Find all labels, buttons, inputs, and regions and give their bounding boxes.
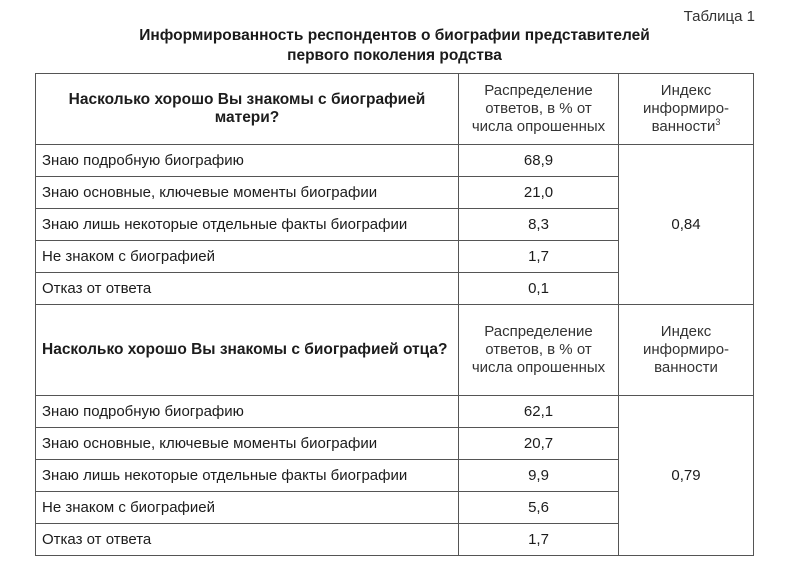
header-text-line: Индекс <box>660 82 712 99</box>
answer-percent: 5,6 <box>459 492 619 524</box>
table-row <box>36 396 754 428</box>
header-text: ванности <box>651 118 716 135</box>
header-text-line: Распределение <box>484 323 593 340</box>
table-title-line-2: первого поколения родства <box>287 47 502 64</box>
mother-question-header: Насколько хорошо Вы знакомы с биографией матери? <box>36 74 459 145</box>
answer-label: Отказ от ответа <box>36 273 459 305</box>
answer-percent: 9,9 <box>459 460 619 492</box>
mother-header-row <box>36 74 754 145</box>
answer-percent: 21,0 <box>459 177 619 209</box>
answer-label: Знаю основные, ключевые моменты биографии <box>36 177 459 209</box>
answer-percent: 8,3 <box>459 209 619 241</box>
answer-label: Знаю лишь некоторые отдельные факты биографии <box>36 460 459 492</box>
father-question-header: Насколько хорошо Вы знакомы с биографией отца? <box>36 305 459 396</box>
header-text-line: ответов, в % от <box>485 100 592 117</box>
header-text-line: Индекс <box>660 323 712 340</box>
answer-label: Знаю лишь некоторые отдельные факты биографии <box>36 209 459 241</box>
answer-percent: 0,1 <box>459 273 619 305</box>
table-row <box>36 145 754 177</box>
header-text-line: Распределение <box>484 82 593 99</box>
answer-label: Знаю подробную биографию <box>36 145 459 177</box>
footnote-marker: 3 <box>715 117 721 127</box>
answer-label: Не знаком с биографией <box>36 241 459 273</box>
table-title-line-1: Информированность респондентов о биографии представителей <box>139 27 650 44</box>
answer-label: Не знаком с биографией <box>36 492 459 524</box>
header-text-line: числа опрошенных <box>471 359 606 376</box>
answer-percent: 68,9 <box>459 145 619 177</box>
father-distribution-header <box>459 305 619 396</box>
answer-percent: 20,7 <box>459 428 619 460</box>
header-text-line <box>625 118 747 136</box>
header-text-line: информиро- <box>642 100 730 117</box>
header-text-line: ответов, в % от <box>485 341 592 358</box>
answer-percent: 1,7 <box>459 241 619 273</box>
answer-label: Отказ от ответа <box>36 524 459 556</box>
table-number-label: Таблица 1 <box>683 8 755 25</box>
answer-percent: 1,7 <box>459 524 619 556</box>
table-title <box>0 26 789 66</box>
father-index-value: 0,79 <box>619 396 754 556</box>
answer-label: Знаю основные, ключевые моменты биографии <box>36 428 459 460</box>
answer-percent: 62,1 <box>459 396 619 428</box>
father-header-row <box>36 305 754 396</box>
father-index-header <box>619 305 754 396</box>
header-text-line: информиро- <box>642 341 730 358</box>
header-text-line: ванности <box>654 359 718 376</box>
survey-table <box>35 73 754 556</box>
mother-distribution-header <box>459 74 619 145</box>
answer-label: Знаю подробную биографию <box>36 396 459 428</box>
mother-index-value: 0,84 <box>619 145 754 305</box>
mother-index-header <box>619 74 754 145</box>
header-text-line: числа опрошенных <box>471 118 606 135</box>
